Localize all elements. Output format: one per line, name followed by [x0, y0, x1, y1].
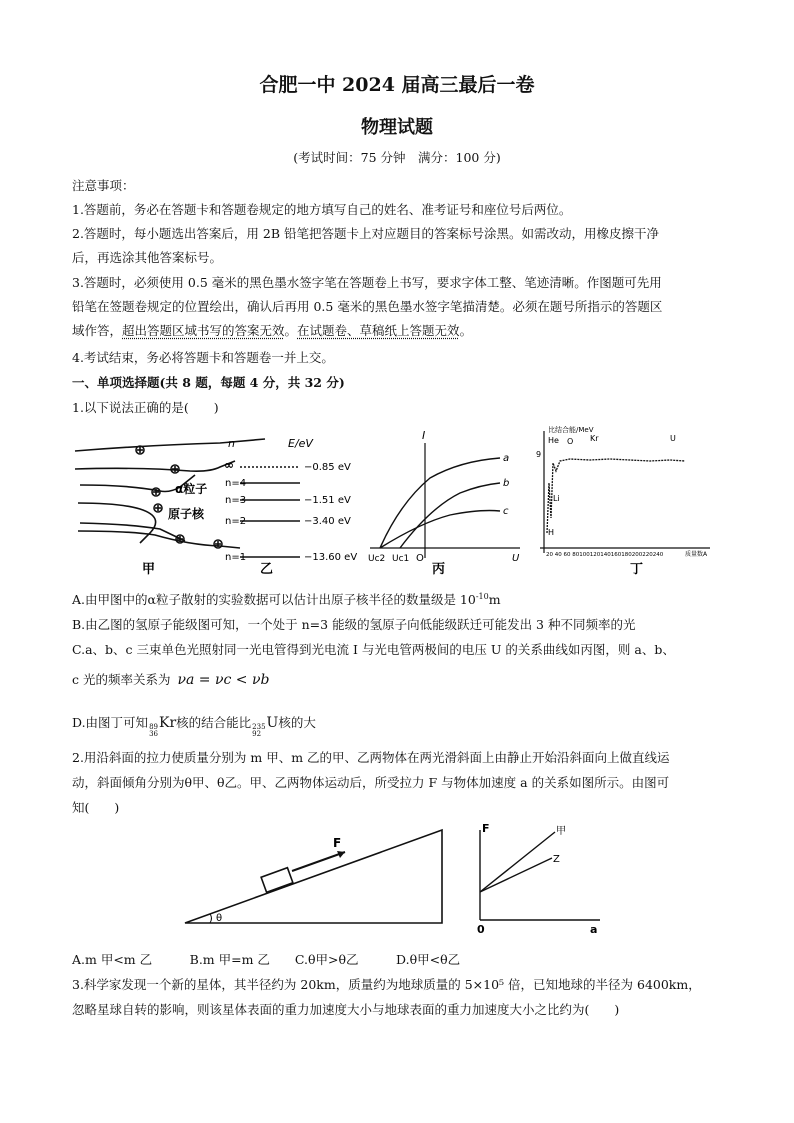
q1-option-d-u: U: [266, 715, 279, 731]
jia-nucleus-label: 原子核: [168, 507, 205, 521]
force-label: F: [333, 836, 342, 850]
fig-label-jia: 甲: [142, 562, 156, 577]
q1-option-a-exp: -10: [475, 591, 489, 601]
bing-b: b: [503, 478, 510, 489]
u-z: 92: [252, 730, 262, 738]
ding-kr: Kr: [590, 434, 599, 443]
q2-options: A.m 甲<m 乙 B.m 甲=m 乙 C.θ甲>θ乙 D.θ甲<θ乙: [72, 952, 461, 967]
yi-n-label: n: [228, 437, 235, 450]
bing-curve-a: [380, 458, 500, 548]
q1-option-a: [72, 590, 501, 608]
block: [261, 868, 293, 893]
note-3-line3: [72, 321, 472, 339]
ding-he: He: [548, 436, 559, 445]
q1-option-a-text: A.由甲图中的α粒子散射的实验数据可以估计出原子核半径的数量级是 10: [72, 592, 476, 607]
q2-figures: [180, 820, 620, 940]
q1-option-d-pre: D.由图丁可知: [72, 715, 149, 730]
ding-y0: 9: [536, 450, 542, 459]
q2-incline-figure: [185, 830, 442, 924]
ding-u: U: [670, 434, 676, 443]
note-2-line1: 2.答题时，每小题选出答案后，用 2B 铅笔把答题卡上对应题目的答案标号涂黑。如需改动，用橡皮擦干净: [72, 226, 660, 241]
bing-uc1: Uc1: [392, 554, 410, 564]
figure-ding: [536, 425, 710, 577]
kr-z: 36: [149, 730, 158, 738]
ding-xlabel: 质量数A: [685, 551, 708, 558]
q1-option-c-line1: C.a、b、c 三束单色光照射同一光电管得到光电流 I 与光电管两极间的电压 U 的关系曲线如丙图，则 a、b、: [72, 642, 675, 657]
q2-line2: 动，斜面倾角分别为θ甲、θ乙。甲、乙两物体运动后，所受拉力 F 与物体加速度 a 的关系如图所示。由图可: [72, 775, 670, 790]
u-mass: 235: [252, 723, 266, 731]
bing-i-label: I: [422, 429, 426, 442]
note-3-line3-d: 在试题卷、草稿纸上答题无效: [297, 323, 460, 338]
q2-line1: 2.用沿斜面的拉力使质量分别为 m 甲、m 乙的甲、乙两物体在两光滑斜面上由静止开始沿斜面向上做直线运: [72, 750, 670, 765]
yi-e2: −3.40 eV: [304, 516, 351, 527]
fa-origin: 0: [477, 923, 485, 936]
note-3-line3-a: 域作答，: [72, 323, 123, 338]
q2-fa-graph: [477, 822, 600, 936]
fig-label-yi: 乙: [260, 562, 274, 577]
notes-heading: 注意事项：: [72, 178, 135, 193]
fa-a-label: a: [590, 923, 598, 936]
q1-option-d-post: 核的大: [278, 715, 316, 730]
jia-alpha-label: α粒子: [175, 482, 208, 496]
yi-e1: −13.60 eV: [304, 552, 358, 563]
angle-arc: [210, 914, 212, 923]
kr-mass: 89: [149, 723, 158, 731]
ding-curve: [547, 459, 685, 533]
figure-jia: [75, 439, 265, 548]
note-1: 1.答题前，务必在答题卡和答题卷规定的地方填写自己的姓名、准考证号和座位号后两位。: [72, 202, 572, 217]
bing-c: c: [503, 506, 509, 517]
note-3-line1: 3.答题时，必须使用 0.5 毫米的黑色墨水签字笔在答题卷上书写，要求字体工整、笔迹清晰。作图题可先用: [72, 275, 662, 290]
bing-uc2: Uc2: [368, 554, 386, 564]
bing-origin: O: [416, 553, 424, 564]
fig-label-ding: 丁: [630, 562, 644, 577]
ding-xticks: 20 40 60 80100120140160180200220240: [546, 552, 664, 558]
note-3-line3-b: 超出答题区域书写的答案无效: [122, 323, 285, 338]
note-3-line2: 铅笔在签题卷规定的位置绘出，确认后再用 0.5 毫米的黑色墨水签字笔描清楚。必须在题号所指示的答题区: [72, 299, 663, 314]
q3-line1: 3.科学家发现一个新的星体，其半径约为 20km，质量约为地球质量的 5×10⁵ 倍，已知地球的半径为 6400km，: [72, 977, 701, 992]
note-3-line3-c: 。: [284, 323, 298, 338]
yi-n3: n=3: [225, 495, 247, 506]
q1-stem: 1.以下说法正确的是( ): [72, 400, 219, 415]
yi-inf-label: ∞: [224, 458, 234, 472]
note-2-line2: 后，再选涂其他答案标号。: [72, 250, 223, 265]
incline-triangle: [185, 830, 442, 923]
bing-a: a: [503, 453, 510, 464]
fa-jia-label: 甲: [556, 826, 566, 837]
bing-curve-c: [380, 511, 500, 549]
q1-option-c-formula: νa = νc < νb: [177, 672, 270, 688]
q1-option-d: [72, 713, 316, 738]
q1-figures: [70, 423, 720, 578]
q1-option-b: B.由乙图的氢原子能级图可知，一个处于 n=3 能级的氢原子向低能级跃迁可能发出 3 种不同频率的光: [72, 617, 636, 632]
q1-option-d-mid: 核的结合能比: [176, 715, 252, 730]
ding-o: O: [567, 437, 574, 446]
exam-title: 合肥一中 2024 届高三最后一卷: [259, 74, 535, 96]
note-3-line3-e: 。: [459, 323, 473, 338]
ding-h: H: [548, 528, 555, 537]
fig-label-bing: 丙: [432, 562, 446, 577]
fa-f-label: F: [482, 822, 490, 835]
subject-title: 物理试题: [361, 117, 433, 138]
u-nuclide-index: [252, 724, 265, 738]
yi-n2: n=2: [225, 516, 247, 527]
bing-u-label: U: [512, 553, 520, 564]
ding-ylabel: 比结合能/MeV: [548, 426, 594, 434]
yi-n4: n=4: [225, 478, 247, 489]
section1-heading: 一、单项选择题(共 8 题，每题 4 分，共 32 分): [72, 375, 345, 390]
yi-n1: n=1: [225, 552, 247, 563]
q3-line2: 忽略星球自转的影响，则该星体表面的重力加速度大小与地球表面的重力加速度大小之比约为( ): [72, 1002, 620, 1017]
q2-line3: 知( ): [72, 800, 120, 815]
yi-e3: −1.51 eV: [304, 495, 351, 506]
ding-li: Li: [553, 494, 560, 503]
q1-option-d-kr: Kr: [158, 715, 177, 731]
q1-option-c-line2: [72, 670, 269, 688]
exam-info: (考试时间：75 分钟 满分：100 分): [293, 150, 501, 165]
yi-e-label: E/eV: [288, 437, 313, 450]
note-4: 4.考试结束，务必将答题卡和答题卷一并上交。: [72, 350, 334, 365]
figure-bing: [368, 429, 520, 577]
fa-yi-label: Z: [553, 854, 560, 865]
kr-nuclide-index: [149, 724, 158, 738]
yi-e-top: −0.85 eV: [304, 462, 351, 473]
angle-label: θ: [216, 913, 223, 924]
q1-option-a-unit: m: [488, 592, 501, 607]
figure-yi: [224, 437, 357, 577]
q1-option-c-text: c 光的频率关系为: [72, 672, 171, 687]
